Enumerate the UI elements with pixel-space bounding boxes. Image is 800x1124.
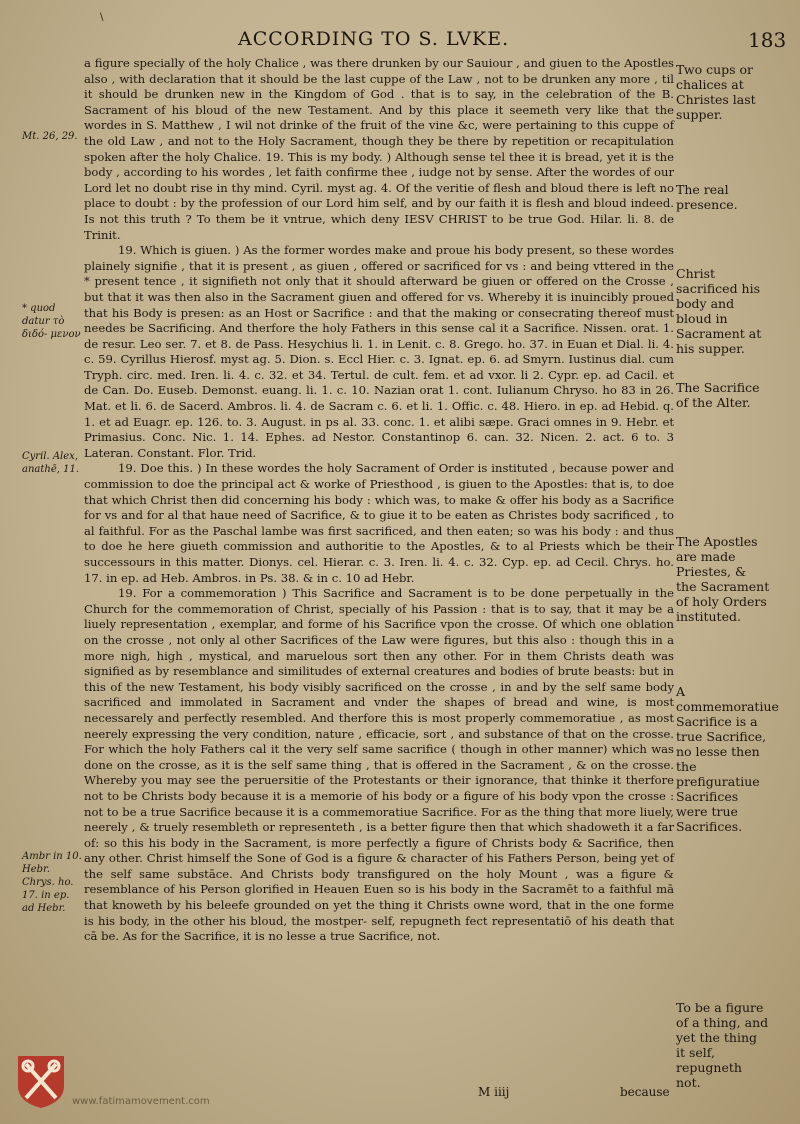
signature-mark: M iiij xyxy=(478,1085,510,1099)
page-mark: \ xyxy=(100,12,104,23)
left-margin-note: Cyril. Alex, anathē, 11. xyxy=(22,451,80,475)
left-margin-note: Ambr in 10. Hebr. Chrys. ho. 17. in ep. ad Hebr. xyxy=(22,851,82,914)
right-margin-note: The Apostles are made Priestes, & the Sacrament of holy Orders instituted. xyxy=(676,534,770,624)
page-header xyxy=(0,28,800,54)
paragraph-which-is-given: 19. Which is giuen. ) As the former wordes make and proue his body present, so these wordes plainely signifie , that it is present , as giuen , offered or sacrificed for vs : and being vttered in the * present tence , it signifieth not only that it should afterward be giuen or offered on the Crosse , but that it was then also in the Sacrament giuen and offered for vs. Whereby it is inuincibly proued that his Body is presen: as an Host or Sacrifice : and that the making or consecrating thereof must needes be Sacrificing. And therfore the holy Fathers in this sense cal it a Sacrifice. Nissen. orat. 1. de resur. Leo ser. 7. et 8. de Pass. Hesychius li. 1. in Lenit. c. 8. Grego. ho. 37. in Euan et Dial. li. 4. c. 59. Cyrillus Hierosf. myst ag. 5. Dion. s. Eccl Hier. c. 3. Ignat. ep. 6. ad Smyrn. Iustinus dial. cum Tryph. circ. med. Iren. li. 4. c. 32. et 34. Tertul. de cult. fem. et ad vxor. li 2. Cypr. ep. ad Cacil. et de Can. Do. Euseb. Demonst. euang. li. 1. c. 10. Nazian orat 1. cont. Iulianum Chryso. ho 83 in 26. Mat. et li. 6. de Sacerd. Ambros. li. 4. de Sacram c. 6. et li. 1. Offic. c. 48. Hiero. in ep. ad Hebid. q. 1. et ad Euagr. ep. 126. to. 3. August. in ps al. 33. conc. 1. et alibi sæpe. Graci omnes in 9. Hebr. et Primasius. Conc. Nic. 1. 14. Ephes. ad Nestor. Constantinop 6. can. 32. Nicen. 2. act. 6 to. 3 Lateran. Constant. Flor. Trid. xyxy=(84,243,674,460)
main-text xyxy=(84,56,674,945)
running-title: ACCORDING TO S. LVKE. xyxy=(238,28,510,50)
left-margin-note: * quod datur τὸ διδό- μενον xyxy=(22,303,81,340)
website-watermark: www.fatimamovement.com xyxy=(72,1096,210,1107)
right-margin-note: The real presence. xyxy=(676,182,738,212)
paragraph-last-cup: a figure specially of the holy Chalice , was there drunken by our Sauiour , and giuen to the Apostles also , with declaration that it should be the last cuppe of the Law , not to be drunken any more , til it should be drunken new in the Kingdom of God . that is to say, in the celebration of the B. Sacrament of his bloud of the new Testament. And by this place it seemeth very like that the wordes in S. Matthew , I wil not drinke of the fruit of the vine &c, were pertaining to this cuppe of the old Law , and not to the Holy Sacrament, though they be there by repetition or recapitulation spoken after the holy Chalice. 19. This is my body. ) Although sense tel thee it is bread, yet it is the body , according to his wordes , let faith confirme thee , iudge not by sense. After the wordes of our Lord let no doubt rise in thy mind. Cyril. myst ag. 4. Of the veritie of flesh and bloud there is left no place to doubt : by the profession of our Lord him self, and by our faith it is flesh and bloud indeed. Is not this truth ? To them be it vntrue, which deny IESV CHRIST to be true God. Hilar. li. 8. de Trinit. xyxy=(84,56,674,242)
right-margin-note: A commemoratiue Sacrifice is a true Sacrifice, no lesse then the prefiguratiue Sacrifices were true Sacrifices. xyxy=(676,684,779,834)
paragraph-commemoration: 19. For a commemoration ) This Sacrifice and Sacrament is to be done perpetually in the Church for the commemoration of Christ, specially of his Passion : that is to say, that it may be a liuely representation , exemplar, and forme of his Sacrifice vpon the crosse. Of which one oblation on the crosse , not only al other Sacrifices of the Law were figures, but this also : though this in a more nigh, high , mystical, and maruelous sort then any other. For in them Christs death was signified as by resemblance and similitudes of external creatures and bodies of brute beasts: but in this of the new Testament, his body visibly sacrificed on the crosse , in and by the self same body sacrificed and immolated in Sacrament and vnder the shapes of bread and wine, is most necessarely and perfectly resembled. And therfore this is most properly commemoratiue , as most neerely expressing the very condition, nature , efficacie, sort , and substance of that on the crosse. For which the holy Fathers cal it the very self same sacrifice ( though in other manner) which was done on the crosse, as it is the self same thing , that is offered in the Sacrament , & on the crosse. Whereby you may see the peruersitie of the Protestants or their ignorance, that thinke it therfore not to be Christs body because it is a memorie of his body or a figure of his body vpon the crosse : not to be a true Sacrifice because it is a commemoratiue Sacrifice. For as the thing that more liuely, neerely , & truely resembleth or representeth , is a better figure then that which shadoweth it a far of: so this his body in the Sacrament, is more perfectly a figure of Christs body & Sacrifice, then any other. Christ himself the Sone of God is a figure & character of his Fathers Person, being yet of the self same substāce. And Christs body transfigured on the holy Mount , was a figure & resemblance of his Person glorified in Heauen Euen so is his body in the Sacramēt to a faithful mā that knoweth by his beleefe grounded on yet the thing it Christs owne word, that in the one forme is his body, in the other his bloud, the mostper- self, repugneth fect representatiō of his death that cā be. As for the Sacrifice, it is no lesse a true Sacrifice, not. xyxy=(84,586,674,944)
right-margin-note: Two cups or chalices at Christes last supper. xyxy=(676,62,756,122)
page-number: 183 xyxy=(748,28,787,52)
paragraph-doe-this: 19. Doe this. ) In these wordes the holy Sacrament of Order is instituted , because power and commission to doe the principal act & worke of Priesthood , is giuen to the Apostles: that is, to doe that which Christ then did concerning his body : which was, to make & offer his body as a Sacrifice for vs and for al that haue need of Sacrifice, & to giue it to be eaten as Christes body sacrificed , to al faithful. For as the Paschal lambe was first sacrificed, and then eaten; so was his body : and thus to doe he here giueth commission and authoritie to the Apostles, & to al Priests which be their successours in this matter. Dionys. cel. Hierar. c. 3. Iren. li. 4. c. 32. Cyp. ep. ad Cecil. Chrys. ho. 17. in ep. ad Heb. Ambros. in Ps. 38. & in c. 10 ad Hebr. xyxy=(84,461,674,585)
right-margin-note: To be a figure of a thing, and yet the thing it self, repugneth not. xyxy=(676,1000,769,1090)
left-margin-note: Mt. 26, 29. xyxy=(22,131,78,142)
crossed-keys-logo-icon xyxy=(14,1052,68,1110)
right-margin-note: The Sacrifice of the Alter. xyxy=(676,380,760,410)
catchword: because xyxy=(620,1085,670,1099)
right-margin-note: Christ sacrificed his body and bloud in Sacrament at his supper. xyxy=(676,266,762,356)
